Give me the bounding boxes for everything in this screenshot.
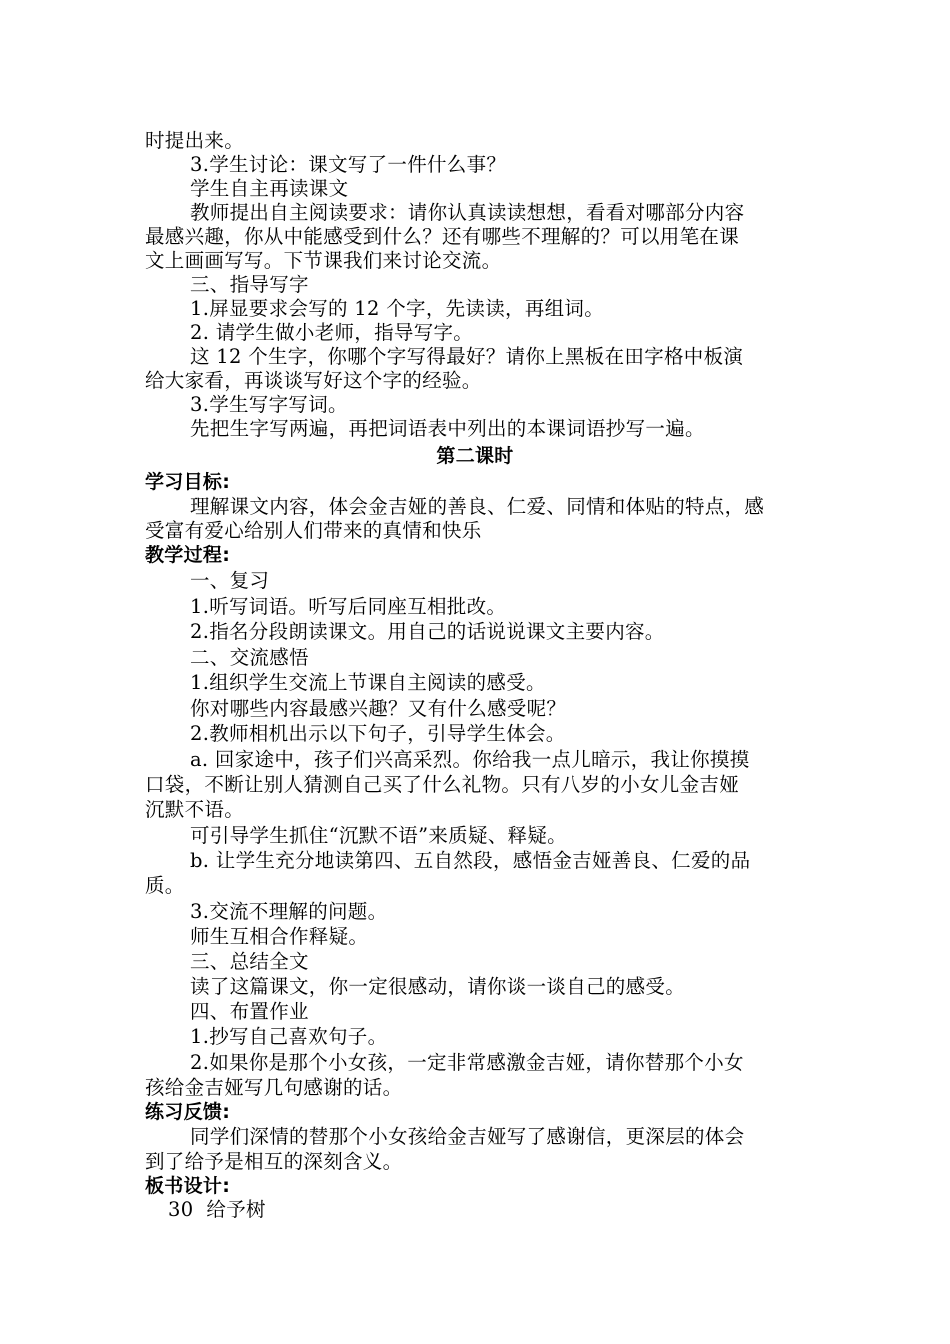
text-line: 到了给予是相互的深刻含义。 [145, 1150, 403, 1173]
section-heading: 一、复习 [190, 569, 270, 592]
text-line: 2. 请学生做小老师，指导写字。 [190, 321, 474, 344]
board-design-title: 30 给予树 [168, 1198, 266, 1221]
text-line: 理解课文内容，体会金吉娅的善良、仁爱、同情和体贴的特点，感 [190, 495, 765, 518]
text-line: 受富有爱心给别人们带来的真情和快乐 [145, 519, 482, 542]
text-line: 师生互相合作释疑。 [190, 925, 369, 948]
text-line: 可引导学生抓住“沉默不语”来质疑、释疑。 [190, 824, 567, 847]
text-line: 孩给金吉娅写几句感谢的话。 [145, 1076, 403, 1099]
text-line: 质。 [145, 874, 185, 897]
heading-board-design: 板书设计: [145, 1175, 231, 1197]
text-line: 时提出来。 [145, 129, 245, 152]
text-line: 文上画画写写。下节课我们来讨论交流。 [145, 249, 502, 272]
text-line: 3.学生写字写词。 [190, 393, 348, 416]
text-line: 同学们深情的替那个小女孩给金吉娅写了感谢信，更深层的体会 [190, 1125, 745, 1148]
text-line: 最感兴趣，你从中能感受到什么？还有哪些不理解的？可以用笔在课 [145, 225, 740, 248]
text-line: 给大家看，再谈谈写好这个字的经验。 [145, 369, 482, 392]
text-line: 口袋，不断让别人猜测自己买了什么礼物。只有八岁的小女儿金吉娅 [145, 773, 740, 796]
text-line: 沉默不语。 [145, 798, 245, 821]
text-line: 1.听写词语。听写后同座互相批改。 [190, 595, 507, 618]
text-line: 教师提出自主阅读要求：请你认真读读想想，看看对哪部分内容 [190, 201, 745, 224]
text-line: 2.如果你是那个小女孩，一定非常感激金吉娅，请你替那个小女 [190, 1051, 744, 1074]
section-heading: 二、交流感悟 [190, 646, 309, 669]
text-line: 这 12 个生字，你哪个字写得最好？请你上黑板在田字格中板演 [190, 345, 744, 368]
text-line: 1.组织学生交流上节课自主阅读的感受。 [190, 671, 546, 694]
heading-practice-feedback: 练习反馈: [145, 1101, 231, 1123]
text-line: 你对哪些内容最感兴趣？又有什么感受呢？ [190, 697, 567, 720]
text-line: 2.指名分段朗读课文。用自己的话说说课文主要内容。 [190, 620, 665, 643]
text-line: 3.学生讨论：课文写了一件什么事？ [190, 153, 507, 176]
text-line: 1.屏显要求会写的 12 个字，先读读，再组词。 [190, 297, 605, 320]
heading-learning-goals: 学习目标: [145, 471, 231, 493]
section-heading: 三、指导写字 [190, 273, 309, 296]
lesson-title: 第二课时 [436, 445, 514, 467]
text-line: 2.教师相机出示以下句子，引导学生体会。 [190, 722, 566, 745]
text-line: 先把生字写两遍，再把词语表中列出的本课词语抄写一遍。 [190, 417, 705, 440]
section-heading: 四、布置作业 [190, 1000, 309, 1023]
text-line: 读了这篇课文，你一定很感动，请你谈一谈自己的感受。 [190, 975, 686, 998]
section-heading: 三、总结全文 [190, 950, 309, 973]
text-line: b. 让学生充分地读第四、五自然段，感悟金吉娅善良、仁爱的品 [190, 849, 751, 872]
text-line: 3.交流不理解的问题。 [190, 900, 388, 923]
text-line: 学生自主再读课文 [190, 177, 349, 200]
text-line: a. 回家途中，孩子们兴高采烈。你给我一点儿暗示，我让你摸摸 [190, 748, 750, 771]
text-line: 1.抄写自己喜欢句子。 [190, 1025, 388, 1048]
heading-teaching-process: 教学过程: [145, 544, 231, 566]
